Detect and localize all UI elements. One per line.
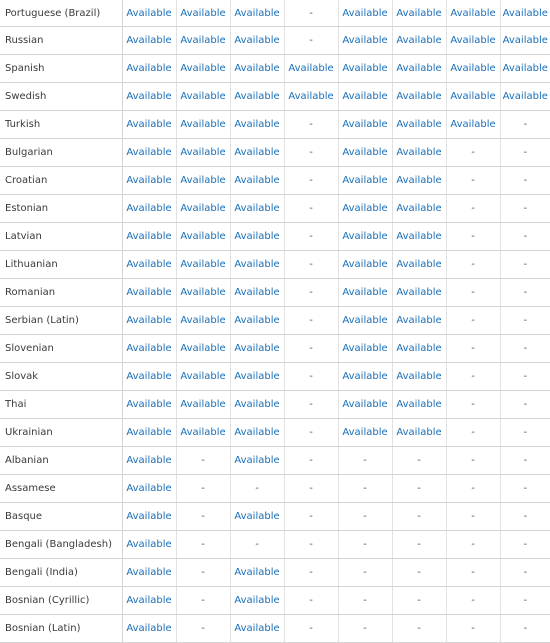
available-link[interactable]: Available — [338, 223, 392, 251]
language-name-cell: Romanian — [0, 279, 122, 307]
unavailable-marker: - — [230, 531, 284, 559]
table-row — [0, 419, 550, 447]
available-link[interactable]: Available — [122, 251, 176, 279]
available-link[interactable]: Available — [446, 55, 500, 83]
available-link[interactable]: Available — [446, 0, 500, 27]
unavailable-marker: - — [392, 531, 446, 559]
language-name-cell: Serbian (Latin) — [0, 307, 122, 335]
unavailable-marker: - — [284, 531, 338, 559]
available-link[interactable]: Available — [122, 363, 176, 391]
table-row — [0, 223, 550, 251]
available-link[interactable]: Available — [392, 279, 446, 307]
unavailable-marker: - — [446, 391, 500, 419]
unavailable-marker: - — [446, 335, 500, 363]
unavailable-marker: - — [446, 559, 500, 587]
unavailable-marker: - — [392, 559, 446, 587]
table-row — [0, 559, 550, 587]
unavailable-marker: - — [500, 251, 550, 279]
available-link[interactable]: Available — [230, 139, 284, 167]
available-link[interactable]: Available — [230, 195, 284, 223]
unavailable-marker: - — [500, 475, 550, 503]
unavailable-marker: - — [500, 391, 550, 419]
unavailable-marker: - — [500, 139, 550, 167]
available-link[interactable]: Available — [176, 363, 230, 391]
available-link[interactable]: Available — [230, 447, 284, 475]
available-link[interactable]: Available — [392, 195, 446, 223]
available-link[interactable]: Available — [230, 559, 284, 587]
available-link[interactable]: Available — [122, 559, 176, 587]
table-row — [0, 167, 550, 195]
unavailable-marker: - — [284, 223, 338, 251]
unavailable-marker: - — [176, 475, 230, 503]
available-link[interactable]: Available — [122, 167, 176, 195]
available-link[interactable]: Available — [176, 335, 230, 363]
available-link[interactable]: Available — [176, 139, 230, 167]
unavailable-marker: - — [446, 167, 500, 195]
available-link[interactable]: Available — [338, 363, 392, 391]
available-link[interactable]: Available — [392, 335, 446, 363]
language-name-cell: Latvian — [0, 223, 122, 251]
available-link[interactable]: Available — [176, 307, 230, 335]
available-link[interactable]: Available — [122, 531, 176, 559]
language-name-cell: Croatian — [0, 167, 122, 195]
table-row — [0, 531, 550, 559]
unavailable-marker: - — [284, 615, 338, 643]
available-link[interactable]: Available — [446, 111, 500, 139]
unavailable-marker: - — [500, 279, 550, 307]
unavailable-marker: - — [446, 475, 500, 503]
table-row — [0, 195, 550, 223]
unavailable-marker: - — [176, 503, 230, 531]
available-link[interactable]: Available — [392, 223, 446, 251]
available-link[interactable]: Available — [392, 55, 446, 83]
table-row — [0, 55, 550, 83]
available-link[interactable]: Available — [176, 251, 230, 279]
table-row — [0, 503, 550, 531]
available-link[interactable]: Available — [230, 503, 284, 531]
table-row — [0, 391, 550, 419]
available-link[interactable]: Available — [338, 391, 392, 419]
unavailable-marker: - — [500, 307, 550, 335]
available-link[interactable]: Available — [176, 419, 230, 447]
available-link[interactable]: Available — [122, 83, 176, 111]
available-link[interactable]: Available — [122, 503, 176, 531]
available-link[interactable]: Available — [176, 279, 230, 307]
available-link[interactable]: Available — [338, 27, 392, 55]
unavailable-marker: - — [284, 447, 338, 475]
available-link[interactable]: Available — [392, 363, 446, 391]
available-link[interactable]: Available — [122, 55, 176, 83]
available-link[interactable]: Available — [392, 251, 446, 279]
available-link[interactable]: Available — [230, 363, 284, 391]
unavailable-marker: - — [446, 279, 500, 307]
unavailable-marker: - — [446, 531, 500, 559]
available-link[interactable]: Available — [230, 223, 284, 251]
unavailable-marker: - — [446, 587, 500, 615]
available-link[interactable]: Available — [230, 111, 284, 139]
available-link[interactable]: Available — [338, 55, 392, 83]
unavailable-marker: - — [392, 615, 446, 643]
available-link[interactable]: Available — [500, 27, 550, 55]
table-row — [0, 27, 550, 55]
available-link[interactable]: Available — [338, 195, 392, 223]
language-name-cell: Slovenian — [0, 335, 122, 363]
available-link[interactable]: Available — [284, 83, 338, 111]
available-link[interactable]: Available — [176, 195, 230, 223]
available-link[interactable]: Available — [122, 27, 176, 55]
unavailable-marker: - — [500, 531, 550, 559]
unavailable-marker: - — [176, 587, 230, 615]
table-row — [0, 111, 550, 139]
unavailable-marker: - — [284, 139, 338, 167]
unavailable-marker: - — [338, 587, 392, 615]
available-link[interactable]: Available — [338, 335, 392, 363]
unavailable-marker: - — [500, 447, 550, 475]
table-row — [0, 251, 550, 279]
available-link[interactable]: Available — [338, 279, 392, 307]
unavailable-marker: - — [500, 195, 550, 223]
unavailable-marker: - — [446, 447, 500, 475]
available-link[interactable]: Available — [230, 391, 284, 419]
unavailable-marker: - — [446, 195, 500, 223]
available-link[interactable]: Available — [122, 223, 176, 251]
available-link[interactable]: Available — [230, 0, 284, 27]
language-name-cell: Assamese — [0, 475, 122, 503]
unavailable-marker: - — [284, 587, 338, 615]
available-link[interactable]: Available — [122, 307, 176, 335]
available-link[interactable]: Available — [338, 111, 392, 139]
available-link[interactable]: Available — [176, 0, 230, 27]
unavailable-marker: - — [500, 335, 550, 363]
available-link[interactable]: Available — [446, 27, 500, 55]
unavailable-marker: - — [392, 587, 446, 615]
unavailable-marker: - — [284, 419, 338, 447]
language-name-cell: Turkish — [0, 111, 122, 139]
available-link[interactable]: Available — [230, 615, 284, 643]
unavailable-marker: - — [338, 475, 392, 503]
available-link[interactable]: Available — [176, 111, 230, 139]
language-name-cell: Basque — [0, 503, 122, 531]
unavailable-marker: - — [284, 391, 338, 419]
available-link[interactable]: Available — [392, 0, 446, 27]
table-row — [0, 363, 550, 391]
unavailable-marker: - — [500, 111, 550, 139]
available-link[interactable]: Available — [338, 251, 392, 279]
unavailable-marker: - — [284, 251, 338, 279]
available-link[interactable]: Available — [392, 419, 446, 447]
available-link[interactable]: Available — [122, 475, 176, 503]
unavailable-marker: - — [284, 195, 338, 223]
unavailable-marker: - — [500, 503, 550, 531]
available-link[interactable]: Available — [176, 223, 230, 251]
available-link[interactable]: Available — [338, 139, 392, 167]
language-name-cell: Russian — [0, 27, 122, 55]
table-row — [0, 335, 550, 363]
available-link[interactable]: Available — [500, 83, 550, 111]
available-link[interactable]: Available — [176, 55, 230, 83]
available-link[interactable]: Available — [122, 279, 176, 307]
unavailable-marker: - — [338, 503, 392, 531]
available-link[interactable]: Available — [392, 83, 446, 111]
available-link[interactable]: Available — [338, 307, 392, 335]
language-name-cell: Portuguese (Brazil) — [0, 0, 122, 27]
unavailable-marker: - — [284, 559, 338, 587]
available-link[interactable]: Available — [230, 307, 284, 335]
unavailable-marker: - — [284, 363, 338, 391]
available-link[interactable]: Available — [122, 587, 176, 615]
language-name-cell: Bengali (India) — [0, 559, 122, 587]
table-row — [0, 307, 550, 335]
unavailable-marker: - — [500, 615, 550, 643]
unavailable-marker: - — [338, 559, 392, 587]
unavailable-marker: - — [500, 587, 550, 615]
available-link[interactable]: Available — [230, 251, 284, 279]
language-name-cell: Albanian — [0, 447, 122, 475]
language-name-cell: Ukrainian — [0, 419, 122, 447]
available-link[interactable]: Available — [392, 27, 446, 55]
available-link[interactable]: Available — [176, 391, 230, 419]
table-row — [0, 475, 550, 503]
unavailable-marker: - — [284, 335, 338, 363]
language-name-cell: Bulgarian — [0, 139, 122, 167]
unavailable-marker: - — [338, 447, 392, 475]
table-row — [0, 279, 550, 307]
available-link[interactable]: Available — [230, 167, 284, 195]
unavailable-marker: - — [392, 475, 446, 503]
unavailable-marker: - — [284, 307, 338, 335]
unavailable-marker: - — [446, 363, 500, 391]
available-link[interactable]: Available — [122, 111, 176, 139]
available-link[interactable]: Available — [392, 139, 446, 167]
unavailable-marker: - — [500, 167, 550, 195]
available-link[interactable]: Available — [392, 307, 446, 335]
available-link[interactable]: Available — [284, 55, 338, 83]
unavailable-marker: - — [284, 111, 338, 139]
available-link[interactable]: Available — [338, 167, 392, 195]
available-link[interactable]: Available — [122, 139, 176, 167]
unavailable-marker: - — [392, 503, 446, 531]
unavailable-marker: - — [446, 223, 500, 251]
available-link[interactable]: Available — [230, 335, 284, 363]
unavailable-marker: - — [392, 447, 446, 475]
unavailable-marker: - — [338, 615, 392, 643]
language-name-cell: Bosnian (Latin) — [0, 615, 122, 643]
table-row — [0, 615, 550, 643]
available-link[interactable]: Available — [122, 195, 176, 223]
unavailable-marker: - — [446, 139, 500, 167]
available-link[interactable]: Available — [230, 27, 284, 55]
available-link[interactable]: Available — [500, 55, 550, 83]
available-link[interactable]: Available — [230, 419, 284, 447]
available-link[interactable]: Available — [176, 167, 230, 195]
table-row — [0, 83, 550, 111]
unavailable-marker: - — [284, 0, 338, 27]
available-link[interactable]: Available — [230, 83, 284, 111]
unavailable-marker: - — [500, 223, 550, 251]
language-name-cell: Estonian — [0, 195, 122, 223]
table-row — [0, 139, 550, 167]
available-link[interactable]: Available — [176, 27, 230, 55]
unavailable-marker: - — [176, 447, 230, 475]
unavailable-marker: - — [176, 615, 230, 643]
unavailable-marker: - — [500, 363, 550, 391]
unavailable-marker: - — [284, 503, 338, 531]
available-link[interactable]: Available — [500, 0, 550, 27]
unavailable-marker: - — [176, 559, 230, 587]
unavailable-marker: - — [284, 475, 338, 503]
available-link[interactable]: Available — [392, 167, 446, 195]
available-link[interactable]: Available — [122, 0, 176, 27]
available-link[interactable]: Available — [392, 111, 446, 139]
available-link[interactable]: Available — [122, 447, 176, 475]
language-name-cell: Thai — [0, 391, 122, 419]
unavailable-marker: - — [446, 307, 500, 335]
available-link[interactable]: Available — [338, 419, 392, 447]
available-link[interactable]: Available — [230, 279, 284, 307]
available-link[interactable]: Available — [122, 391, 176, 419]
unavailable-marker: - — [284, 27, 338, 55]
unavailable-marker: - — [284, 279, 338, 307]
unavailable-marker: - — [446, 503, 500, 531]
available-link[interactable]: Available — [338, 0, 392, 27]
available-link[interactable]: Available — [338, 83, 392, 111]
unavailable-marker: - — [176, 531, 230, 559]
unavailable-marker: - — [284, 167, 338, 195]
language-name-cell: Swedish — [0, 83, 122, 111]
unavailable-marker: - — [500, 419, 550, 447]
unavailable-marker: - — [500, 559, 550, 587]
available-link[interactable]: Available — [122, 615, 176, 643]
language-name-cell: Spanish — [0, 55, 122, 83]
language-name-cell: Bengali (Bangladesh) — [0, 531, 122, 559]
unavailable-marker: - — [446, 419, 500, 447]
language-name-cell: Lithuanian — [0, 251, 122, 279]
language-name-cell: Slovak — [0, 363, 122, 391]
available-link[interactable]: Available — [176, 83, 230, 111]
table-row — [0, 587, 550, 615]
unavailable-marker: - — [446, 615, 500, 643]
language-name-cell: Bosnian (Cyrillic) — [0, 587, 122, 615]
available-link[interactable]: Available — [392, 391, 446, 419]
table-row — [0, 0, 550, 27]
available-link[interactable]: Available — [230, 55, 284, 83]
available-link[interactable]: Available — [122, 419, 176, 447]
unavailable-marker: - — [230, 475, 284, 503]
table-row — [0, 447, 550, 475]
unavailable-marker: - — [338, 531, 392, 559]
available-link[interactable]: Available — [446, 83, 500, 111]
available-link[interactable]: Available — [122, 335, 176, 363]
unavailable-marker: - — [446, 251, 500, 279]
available-link[interactable]: Available — [230, 587, 284, 615]
